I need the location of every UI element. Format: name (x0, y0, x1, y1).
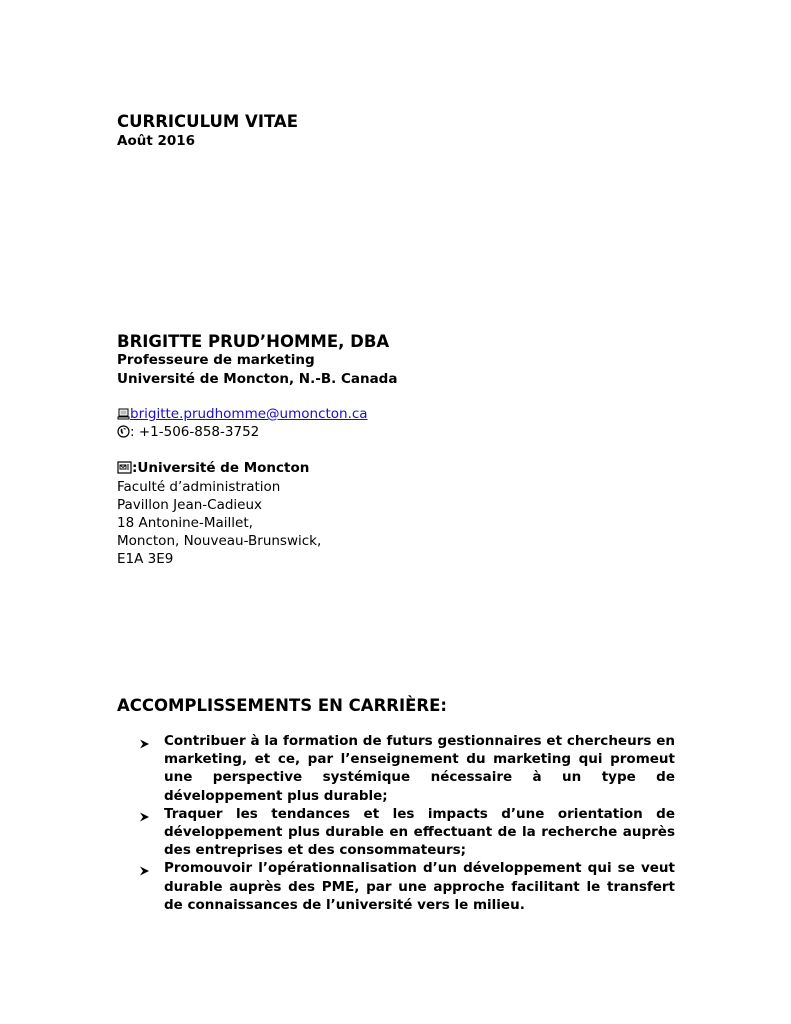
email-line (117, 405, 368, 425)
person-institution: Université de Moncton, N.-B. Canada (117, 371, 398, 387)
phone-line (117, 423, 259, 443)
phone-number: : +1-506-858-3752 (130, 424, 260, 440)
arrowhead-bullet-icon (139, 736, 150, 754)
telephone-icon (117, 425, 130, 443)
person-name: BRIGITTE PRUD’HOMME, DBA (117, 332, 390, 351)
person-position: Professeure de marketing (117, 352, 315, 368)
accomplishments-heading: ACCOMPLISSEMENTS EN CARRIÈRE: (117, 696, 447, 715)
arrowhead-bullet-icon (139, 863, 150, 881)
list-item (137, 732, 675, 805)
address-block (117, 478, 321, 568)
address-heading: :Université de Moncton (132, 460, 310, 476)
address-heading-line (117, 459, 309, 480)
list-item (137, 805, 675, 860)
arrowhead-bullet-icon (139, 809, 150, 827)
address-line: 18 Antonine-Maillet, (117, 515, 253, 531)
list-item (137, 859, 675, 914)
list-item-text: Contribuer à la formation de futurs gestionnaires et chercheurs en marketing, et ce, par l’enseignement du marketing qui promeut une perspective systémique nécessaire à un type de développement plus durable; (164, 733, 675, 804)
address-line: Pavillon Jean-Cadieux (117, 497, 263, 513)
list-item-text: Promouvoir l’opérationnalisation d’un développement qui se veut durable auprès des PME, par une approche facilitant le transfert de connaissances de l’université vers le milieu. (164, 860, 675, 913)
address-line: Faculté d’administration (117, 479, 281, 495)
accomplishments-list (137, 732, 675, 914)
list-item-text: Traquer les tendances et les impacts d’une orientation de développement plus durable en effectuant de la recherche auprès des entreprises et des consommateurs; (164, 805, 675, 859)
document-title: CURRICULUM VITAE (117, 112, 298, 131)
address-line: E1A 3E9 (117, 551, 174, 567)
document-date: Août 2016 (117, 133, 196, 149)
address-line: Moncton, Nouveau-Brunswick, (117, 533, 322, 549)
email-link[interactable]: brigitte.prudhomme@umoncton.ca (130, 406, 368, 422)
